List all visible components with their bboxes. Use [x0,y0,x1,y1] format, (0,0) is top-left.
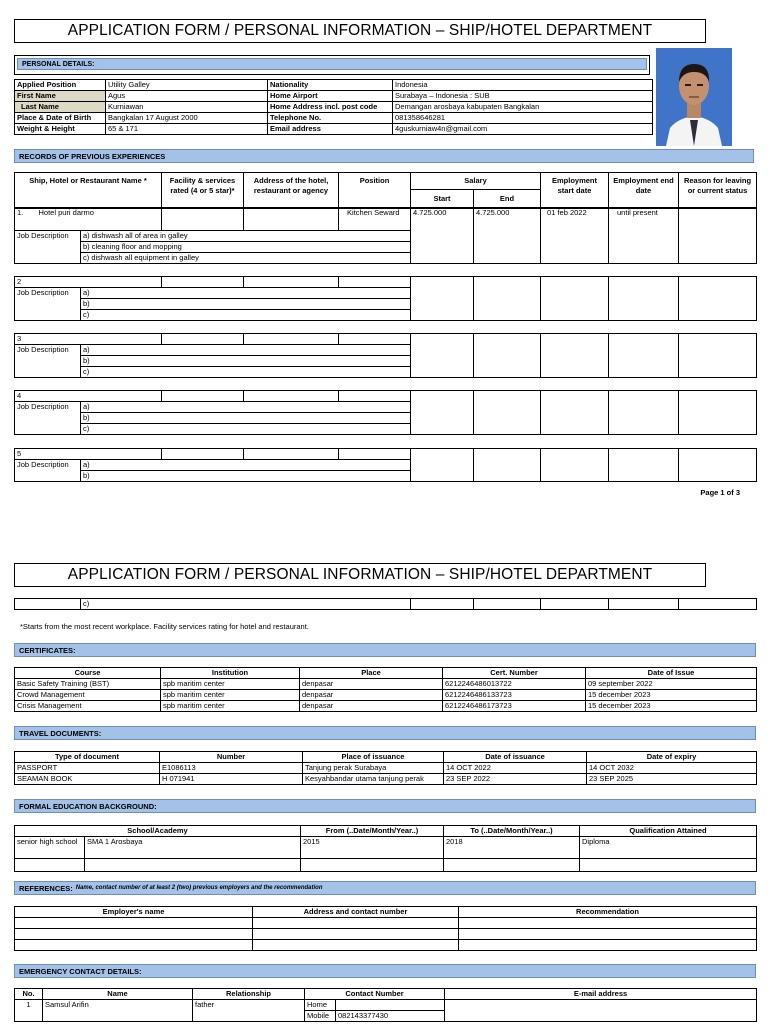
job-description-label: Job Description [15,288,81,321]
col-facility: Facility & services rated (4 or 5 star)* [162,173,244,209]
nationality-value[interactable]: Indonesia [393,80,653,91]
em-col-relationship: Relationship [193,989,305,1000]
entry-salary-end[interactable] [474,599,541,610]
duty-line[interactable]: a) [81,345,411,356]
entry-number[interactable]: 3 [15,334,162,345]
personal-row [15,124,653,135]
weight-height-label: Weight & Height [15,124,106,135]
cert-col-course: Course [15,668,161,679]
form-title-page2 [14,563,706,587]
cert-number[interactable]: 6212246486173723 [443,701,586,712]
em-mobile-label: Mobile [305,1011,336,1022]
references-note: Name, contact number of at least 2 (two) previous employers and the recommendation [75,885,323,891]
job-description-label: Job Description [15,231,81,264]
col-emp-start: Employment start date [541,173,609,209]
entry-salary-start[interactable] [411,277,474,321]
em-home-label: Home [305,1000,336,1011]
personal-details-header [14,55,650,75]
entry-salary-start[interactable]: 4.725.000 [411,208,474,264]
table-row [15,774,757,785]
travel-number[interactable]: H 071941 [160,774,303,785]
entry-facility[interactable] [162,334,244,345]
table-row [15,690,757,701]
telephone-value[interactable]: 081358646281 [393,113,653,124]
cert-date[interactable]: 15 december 2023 [586,690,757,701]
personal-details-label: PERSONAL DETAILS: [17,58,647,70]
table-row [15,837,757,859]
job-description-label: Job Description [15,402,81,435]
first-name-value[interactable]: Agus [106,91,268,102]
cert-col-number: Cert. Number [443,668,586,679]
entry-reason[interactable] [679,449,757,482]
travel-type[interactable]: SEAMAN BOOK [15,774,160,785]
ref-col-recommendation: Recommendation [459,907,757,918]
table-row [15,679,757,690]
last-name-label: Last Name [15,102,106,113]
references-table [14,906,757,951]
weight-height-value[interactable]: 65 & 171 [106,124,268,135]
ref-employer[interactable] [15,918,253,929]
certificates-header: CERTIFICATES: [14,643,756,657]
ref-employer[interactable] [15,929,253,940]
entry-emp-start[interactable] [541,449,609,482]
edu-col-to: To (..Date/Month/Year..) [444,826,580,837]
cert-col-place: Place [300,668,443,679]
entry-emp-start[interactable] [541,391,609,435]
col-salary: Salary [411,173,541,190]
entry-facility[interactable] [162,449,244,460]
nationality-label: Nationality [268,80,393,91]
birth-value[interactable]: Bangkalan 17 August 2000 [106,113,268,124]
edu-school[interactable]: SMA 1 Arosbaya [85,837,301,859]
edu-to[interactable] [444,859,580,872]
cert-institution[interactable]: spb maritim center [161,690,300,701]
entry-salary-end[interactable] [474,449,541,482]
form-title-text: APPLICATION FORM / PERSONAL INFORMATION – SHIP/HOTEL DEPARTMENT [67,22,653,39]
duty-line[interactable]: c) [81,424,411,435]
duty-line[interactable]: b) cleaning floor and mopping [81,242,411,253]
experience-entry-4 [14,390,757,435]
page-number: Page 1 of 3 [700,488,740,497]
edu-col-school: School/Academy [15,826,301,837]
em-col-contact: Contact Number [305,989,445,1000]
entry-reason[interactable] [679,599,757,610]
entry-emp-start[interactable] [541,277,609,321]
applied-position-value[interactable]: Utility Galley [106,80,268,91]
personal-row [15,80,653,91]
cert-number[interactable]: 6212246486013722 [443,679,586,690]
travel-type[interactable]: PASSPORT [15,763,160,774]
entry-salary-end[interactable] [474,334,541,378]
experience-entry-2 [14,276,757,321]
cert-place[interactable]: denpasar [300,679,443,690]
job-description-label: Job Description [15,460,81,482]
home-address-value[interactable]: Demangan arosbaya kabupaten Bangkalan [393,102,653,113]
duty-line[interactable]: a) [81,288,411,299]
edu-qualification[interactable]: Diploma [580,837,757,859]
edu-from[interactable]: 2015 [301,837,444,859]
col-address: Address of the hotel, restaurant or agency [244,173,339,209]
cert-course[interactable]: Crisis Management [15,701,161,712]
cert-place[interactable]: denpasar [300,690,443,701]
cert-date[interactable]: 15 december 2023 [586,701,757,712]
ref-address[interactable] [253,940,459,951]
table-row [15,763,757,774]
entry-reason[interactable] [679,334,757,378]
email-label: Email address [268,124,393,135]
entry-number[interactable]: 5 [15,449,162,460]
duty-line[interactable]: c) [81,599,411,610]
home-airport-value[interactable]: Surabaya – Indonesia : SUB [393,91,653,102]
emergency-header: EMERGENCY CONTACT DETAILS: [14,964,756,978]
em-email[interactable] [445,1000,757,1022]
cert-place[interactable]: denpasar [300,701,443,712]
telephone-label: Telephone No. [268,113,393,124]
col-salary-start: Start [411,189,474,208]
table-row [15,929,757,940]
personal-details-table [14,79,653,135]
entry-salary-end[interactable]: 4.725.000 [474,208,541,264]
entry-address[interactable] [244,277,339,288]
entry-emp-end[interactable]: until present [609,208,679,264]
entry-salary-start[interactable] [411,599,474,610]
cert-col-date: Date of Issue [586,668,757,679]
entry-position[interactable] [339,391,411,402]
duty-line[interactable]: a) [81,460,411,471]
personal-row [15,91,653,102]
ref-col-address: Address and contact number [253,907,459,918]
edu-school[interactable] [85,859,301,872]
duty-line[interactable]: c) [81,310,411,321]
entry-salary-start[interactable] [411,334,474,378]
edu-col-from: From (..Date/Month/Year..) [301,826,444,837]
travel-issued[interactable]: 14 OCT 2022 [444,763,587,774]
entry-reason[interactable] [679,208,757,264]
travel-expiry[interactable]: 14 OCT 2032 [587,763,757,774]
entry-position[interactable]: Kitchen Seward [339,208,411,231]
entry-position[interactable] [339,277,411,288]
applied-position-label: Applied Position [15,80,106,91]
ref-address[interactable] [253,929,459,940]
travel-col-type: Type of document [15,752,160,763]
entry-number[interactable]: 2 [15,277,162,288]
education-header: FORMAL EDUCATION BACKGROUND: [14,799,756,813]
col-position: Position [339,173,411,209]
entry-emp-end[interactable] [609,391,679,435]
entry-reason[interactable] [679,277,757,321]
travel-number[interactable]: E1086113 [160,763,303,774]
duty-line[interactable]: a) dishwash all of area in galley [81,231,411,242]
edu-level[interactable]: senior high school [15,837,85,859]
home-address-label: Home Address incl. post code [268,102,393,113]
edu-from[interactable] [301,859,444,872]
experience-header-table [14,172,757,209]
travel-place[interactable]: Tanjung perak Surabaya [303,763,444,774]
travel-header: TRAVEL DOCUMENTS: [14,726,756,740]
ref-recommendation[interactable] [459,940,757,951]
travel-expiry[interactable]: 23 SEP 2025 [587,774,757,785]
cert-institution[interactable]: spb maritim center [161,679,300,690]
entry-facility[interactable] [162,277,244,288]
cert-course[interactable]: Basic Safety Training (BST) [15,679,161,690]
col-salary-end: End [474,189,541,208]
travel-col-place: Place of issuance [303,752,444,763]
edu-to[interactable]: 2018 [444,837,580,859]
entry-facility[interactable] [162,208,244,231]
col-ship-name: Ship, Hotel or Restaurant Name * [15,173,162,209]
emergency-table [14,988,757,1022]
cert-course[interactable]: Crowd Management [15,690,161,701]
duty-line[interactable]: b) [81,471,411,482]
cert-institution[interactable]: spb maritim center [161,701,300,712]
entry-position[interactable] [339,334,411,345]
duty-line[interactable]: c) [81,367,411,378]
col-reason: Reason for leaving or current status [679,173,757,209]
entry-salary-start[interactable] [411,449,474,482]
experience-footnote: *Starts from the most recent workplace. Facility services rating for hotel and restaurant. [20,622,309,631]
ref-address[interactable] [253,918,459,929]
experience-entry-3 [14,333,757,378]
travel-col-issued: Date of issuance [444,752,587,763]
entry-salary-start[interactable] [411,391,474,435]
duty-line[interactable]: c) dishwash all equipment in galley [81,253,411,264]
email-value[interactable]: 4guskurniaw4n@gmail.com [393,124,653,135]
birth-label: Place & Date of Birth [15,113,106,124]
form-title [14,19,706,43]
entry-address[interactable] [244,334,339,345]
certificates-table [14,667,757,712]
entry-emp-start[interactable] [541,599,609,610]
entry-emp-end[interactable] [609,599,679,610]
experience-continued [14,598,757,610]
travel-place[interactable]: Kesyahbandar utama tanjung perak [303,774,444,785]
travel-col-expiry: Date of expiry [587,752,757,763]
experience-header: RECORDS OF PREVIOUS EXPERIENCES [14,149,754,163]
entry-facility[interactable] [162,391,244,402]
em-name[interactable]: Samsul Arifin [43,1000,193,1022]
ref-recommendation[interactable] [459,918,757,929]
table-row [15,859,757,872]
edu-col-qualification: Qualification Attained [580,826,757,837]
entry-address[interactable] [244,391,339,402]
references-label: REFERENCES: [19,883,73,893]
travel-issued[interactable]: 23 SEP 2022 [444,774,587,785]
em-home-number[interactable] [336,1000,445,1011]
table-row [15,918,757,929]
ref-recommendation[interactable] [459,929,757,940]
edu-qualification[interactable] [580,859,757,872]
form-title-text: APPLICATION FORM / PERSONAL INFORMATION – SHIP/HOTEL DEPARTMENT [67,566,653,583]
em-no: 1 [15,1000,43,1022]
em-col-name: Name [43,989,193,1000]
entry-salary-end[interactable] [474,277,541,321]
entry-number: 1. [15,208,37,231]
em-col-no: No. [15,989,43,1000]
references-header [14,881,756,895]
travel-col-number: Number [160,752,303,763]
personal-row [15,102,653,113]
entry-address[interactable] [244,449,339,460]
experience-entry-5 [14,448,757,482]
entry-position[interactable] [339,449,411,460]
duty-line[interactable]: a) [81,402,411,413]
table-row [15,701,757,712]
table-row [15,940,757,951]
last-name-value[interactable]: Kurniawan [106,102,268,113]
entry-address[interactable] [244,208,339,231]
first-name-label: First Name [15,91,106,102]
em-relationship[interactable]: father [193,1000,305,1022]
job-description-label [15,599,81,610]
applicant-photo [656,48,732,146]
entry-ship-name[interactable]: Hotel puri darmo [37,208,162,231]
cert-col-institution: Institution [161,668,300,679]
personal-row [15,113,653,124]
entry-emp-end[interactable] [609,277,679,321]
travel-table [14,751,757,785]
cert-date[interactable]: 09 september 2022 [586,679,757,690]
em-mobile-number[interactable]: 082143377430 [336,1011,445,1022]
ref-employer[interactable] [15,940,253,951]
em-col-email: E-mail address [445,989,757,1000]
duty-line[interactable]: b) [81,299,411,310]
edu-level[interactable] [15,859,85,872]
applicant-photo-icon [656,48,732,146]
col-emp-end: Employment end date [609,173,679,209]
duty-line[interactable]: b) [81,356,411,367]
entry-emp-start[interactable]: 01 feb 2022 [541,208,609,264]
entry-emp-start[interactable] [541,334,609,378]
education-table [14,825,757,872]
cert-number[interactable]: 6212246486133723 [443,690,586,701]
ref-col-employer: Employer's name [15,907,253,918]
experience-entry-1 [14,207,757,264]
entry-number[interactable]: 4 [15,391,162,402]
home-airport-label: Home Airport [268,91,393,102]
duty-line[interactable]: b) [81,413,411,424]
table-row [15,1000,757,1011]
entry-emp-end[interactable] [609,334,679,378]
entry-emp-end[interactable] [609,449,679,482]
job-description-label: Job Description [15,345,81,378]
entry-reason[interactable] [679,391,757,435]
entry-salary-end[interactable] [474,391,541,435]
